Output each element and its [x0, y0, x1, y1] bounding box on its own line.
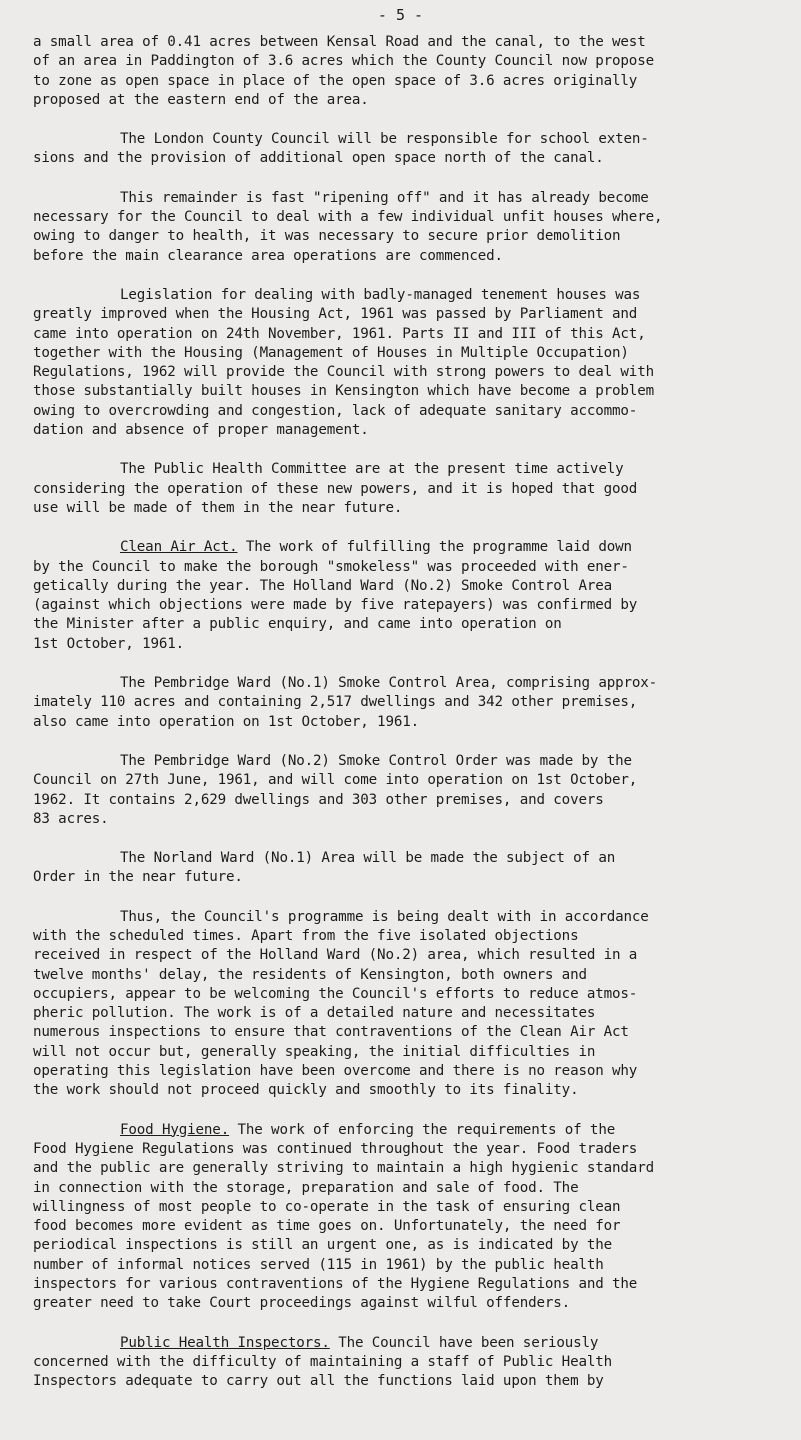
- text-line: [33, 1256, 783, 1275]
- text-line: [33, 674, 783, 693]
- line-text: concerned with the difficulty of maintaining a staff of Public Health: [33, 1353, 613, 1370]
- paragraph: [33, 460, 783, 518]
- line-text: periodical inspections is still an urgent one, as is indicated by the: [33, 1237, 613, 1254]
- line-text: owing to overcrowding and congestion, lack of adequate sanitary accommo-: [33, 402, 638, 419]
- line-text: The Council have been seriously: [329, 1334, 599, 1351]
- text-line: [33, 558, 783, 577]
- text-line: [33, 1023, 783, 1042]
- line-text: Council on 27th June, 1961, and will come into operation on 1st October,: [33, 772, 638, 789]
- line-text: before the main clearance area operations are commenced.: [33, 247, 503, 264]
- text-line: [33, 908, 783, 927]
- line-text: the work should not proceed quickly and smoothly to its finality.: [33, 1082, 579, 1099]
- line-text: will not occur but, generally speaking, the initial difficulties in: [33, 1043, 596, 1060]
- line-text: the Minister after a public enquiry, and came into operation on: [33, 616, 562, 633]
- text-line: [33, 810, 783, 829]
- text-line: [33, 1043, 783, 1062]
- line-text: The Pembridge Ward (No.1) Smoke Control Area, comprising approx-: [120, 675, 658, 692]
- text-line: [33, 1294, 783, 1313]
- line-text: This remainder is fast "ripening off" and it has already become: [120, 189, 649, 206]
- line-text: 83 acres.: [33, 810, 109, 827]
- text-line: [33, 305, 783, 324]
- line-text: getically during the year. The Holland Ward (No.2) Smoke Control Area: [33, 577, 613, 594]
- text-line: [33, 208, 783, 227]
- text-line: [33, 1353, 783, 1372]
- text-line: [33, 1334, 783, 1353]
- line-text: The work of enforcing the requirements of the: [229, 1121, 616, 1138]
- line-text: Inspectors adequate to carry out all the functions laid upon them by: [33, 1373, 604, 1390]
- line-text: Legislation for dealing with badly-managed tenement houses was: [120, 286, 641, 303]
- line-text: inspectors for various contraventions of the Hygiene Regulations and the: [33, 1276, 638, 1293]
- paragraph: [33, 189, 783, 266]
- text-line: [33, 325, 783, 344]
- line-text: received in respect of the Holland Ward (No.2) area, which resulted in a: [33, 947, 638, 964]
- section-heading: Clean Air Act.: [120, 539, 238, 556]
- line-text: numerous inspections to ensure that contraventions of the Clean Air Act: [33, 1024, 629, 1041]
- line-text: 1st October, 1961.: [33, 635, 185, 652]
- line-text: considering the operation of these new powers, and it is hoped that good: [33, 480, 638, 497]
- text-line: [33, 1372, 783, 1391]
- line-text: of an area in Paddington of 3.6 acres which the County Council now propose: [33, 53, 654, 70]
- line-text: came into operation on 24th November, 1961. Parts II and III of this Act,: [33, 325, 646, 342]
- text-line: [33, 1198, 783, 1217]
- text-line: [33, 1062, 783, 1081]
- line-text: operating this legislation have been overcome and there is no reason why: [33, 1063, 638, 1080]
- text-line: [33, 91, 783, 110]
- line-text: in connection with the storage, preparation and sale of food. The: [33, 1179, 579, 1196]
- line-text: Order in the near future.: [33, 869, 243, 886]
- text-line: [33, 421, 783, 440]
- line-text: The Public Health Committee are at the present time actively: [120, 461, 624, 478]
- line-text: together with the Housing (Management of Houses in Multiple Occupation): [33, 344, 629, 361]
- line-text: willingness of most people to co-operate in the task of ensuring clean: [33, 1198, 621, 1215]
- text-line: [33, 1236, 783, 1255]
- section-heading: Public Health Inspectors.: [120, 1334, 330, 1351]
- text-line: [33, 849, 783, 868]
- line-text: also came into operation on 1st October, 1961.: [33, 713, 420, 730]
- text-line: [33, 149, 783, 168]
- text-line: [33, 286, 783, 305]
- text-line: [33, 460, 783, 479]
- text-line: [33, 577, 783, 596]
- text-line: [33, 1159, 783, 1178]
- line-text: Regulations, 1962 will provide the Council with strong powers to deal with: [33, 364, 654, 381]
- text-line: [33, 615, 783, 634]
- paragraph: [33, 752, 783, 829]
- line-text: sions and the provision of additional open space north of the canal.: [33, 150, 604, 167]
- line-text: imately 110 acres and containing 2,517 dwellings and 342 other premises,: [33, 694, 638, 711]
- text-line: [33, 1179, 783, 1198]
- paragraph: [33, 130, 783, 169]
- text-line: [33, 402, 783, 421]
- text-line: [33, 499, 783, 518]
- line-text: Food Hygiene Regulations was continued throughout the year. Food traders: [33, 1140, 638, 1157]
- line-text: The London County Council will be responsible for school exten-: [120, 131, 649, 148]
- line-text: pheric pollution. The work is of a detailed nature and necessitates: [33, 1005, 596, 1022]
- paragraph: [33, 674, 783, 732]
- section-heading: Food Hygiene.: [120, 1121, 230, 1138]
- text-line: [33, 966, 783, 985]
- text-line: [33, 538, 783, 557]
- line-text: use will be made of them in the near future.: [33, 499, 403, 516]
- document-body: [33, 33, 783, 1412]
- text-line: [33, 72, 783, 91]
- line-text: owing to danger to health, it was necessary to secure prior demolition: [33, 228, 621, 245]
- line-text: occupiers, appear to be welcoming the Council's efforts to reduce atmos-: [33, 985, 638, 1002]
- paragraph: [33, 286, 783, 440]
- text-line: [33, 247, 783, 266]
- line-text: 1962. It contains 2,629 dwellings and 303 other premises, and covers: [33, 791, 604, 808]
- text-line: [33, 1217, 783, 1236]
- line-text: dation and absence of proper management.: [33, 422, 369, 439]
- line-text: by the Council to make the borough "smokeless" was proceeded with ener-: [33, 558, 629, 575]
- line-text: The Norland Ward (No.1) Area will be made the subject of an: [120, 850, 616, 867]
- text-line: [33, 927, 783, 946]
- text-line: [33, 1275, 783, 1294]
- page-number: - 5 -: [377, 6, 424, 24]
- text-line: [33, 52, 783, 71]
- text-line: [33, 363, 783, 382]
- line-text: those substantially built houses in Kensington which have become a problem: [33, 383, 654, 400]
- text-line: [33, 946, 783, 965]
- text-line: [33, 382, 783, 401]
- line-text: necessary for the Council to deal with a few individual unfit houses where,: [33, 209, 663, 226]
- text-line: [33, 33, 783, 52]
- text-line: [33, 480, 783, 499]
- paragraph: [33, 1334, 783, 1392]
- text-line: [33, 635, 783, 654]
- paragraph: [33, 538, 783, 654]
- line-text: with the scheduled times. Apart from the five isolated objections: [33, 927, 579, 944]
- paragraph: [33, 1121, 783, 1314]
- line-text: food becomes more evident as time goes on. Unfortunately, the need for: [33, 1218, 621, 1235]
- line-text: twelve months' delay, the residents of Kensington, both owners and: [33, 966, 587, 983]
- text-line: [33, 713, 783, 732]
- line-text: greatly improved when the Housing Act, 1961 was passed by Parliament and: [33, 306, 638, 323]
- text-line: [33, 1121, 783, 1140]
- line-text: (against which objections were made by five ratepayers) was confirmed by: [33, 597, 638, 614]
- text-line: [33, 1081, 783, 1100]
- text-line: [33, 130, 783, 149]
- text-line: [33, 693, 783, 712]
- text-line: [33, 1140, 783, 1159]
- line-text: number of informal notices served (115 in 1961) by the public health: [33, 1256, 604, 1273]
- text-line: [33, 868, 783, 887]
- paragraph: [33, 33, 783, 110]
- text-line: [33, 189, 783, 208]
- text-line: [33, 344, 783, 363]
- line-text: The work of fulfilling the programme laid down: [237, 539, 632, 556]
- text-line: [33, 985, 783, 1004]
- text-line: [33, 771, 783, 790]
- paragraph: [33, 849, 783, 888]
- line-text: greater need to take Court proceedings against wilful offenders.: [33, 1295, 571, 1312]
- text-line: [33, 227, 783, 246]
- line-text: and the public are generally striving to maintain a high hygienic standard: [33, 1160, 654, 1177]
- line-text: to zone as open space in place of the open space of 3.6 acres originally: [33, 72, 638, 89]
- line-text: proposed at the eastern end of the area.: [33, 91, 369, 108]
- text-line: [33, 752, 783, 771]
- line-text: The Pembridge Ward (No.2) Smoke Control Order was made by the: [120, 752, 632, 769]
- text-line: [33, 1004, 783, 1023]
- text-line: [33, 596, 783, 615]
- paragraph: [33, 908, 783, 1101]
- text-line: [33, 791, 783, 810]
- line-text: Thus, the Council's programme is being dealt with in accordance: [120, 908, 649, 925]
- line-text: a small area of 0.41 acres between Kensal Road and the canal, to the west: [33, 34, 646, 50]
